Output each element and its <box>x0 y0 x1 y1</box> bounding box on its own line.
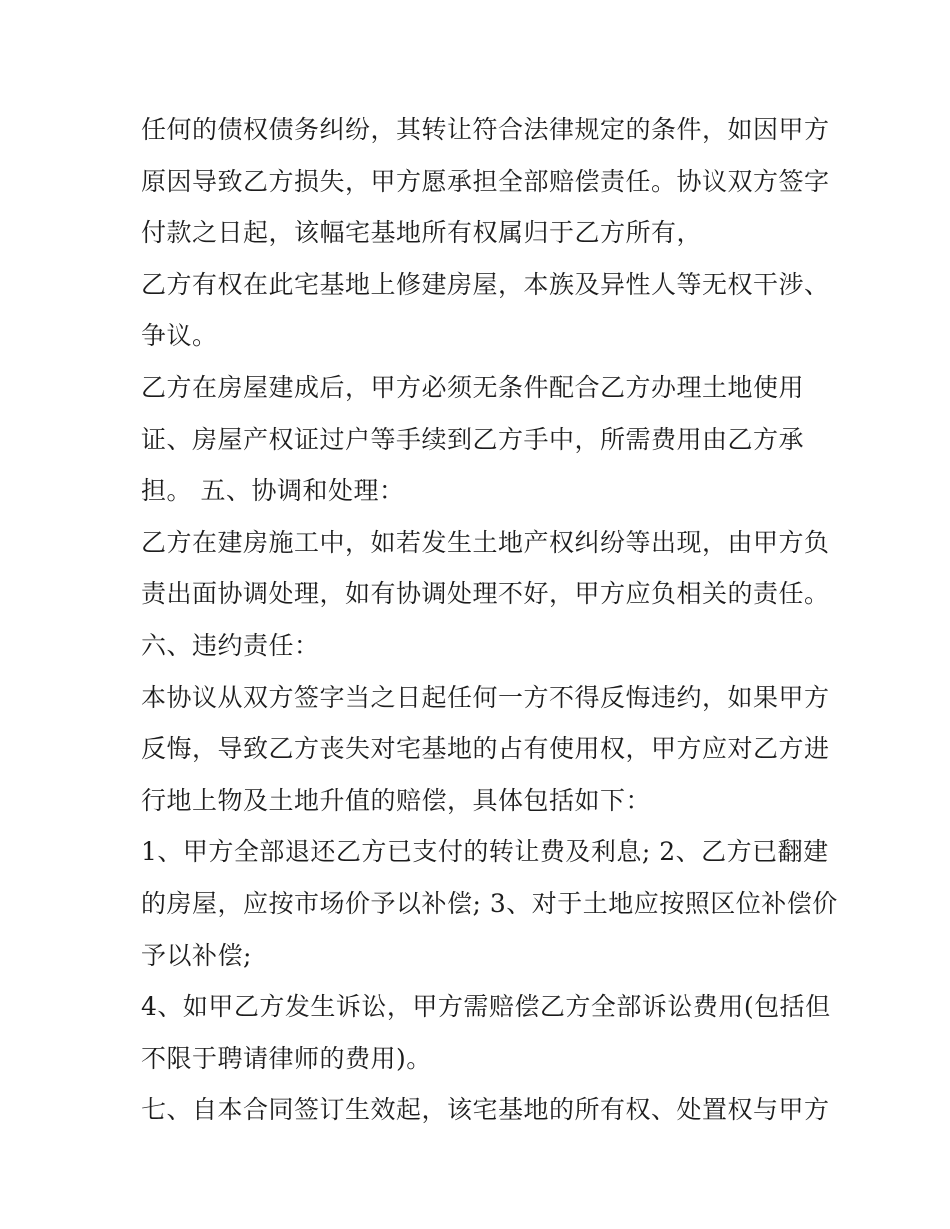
section-heading-line: 担。 五、协调和处理： <box>141 476 405 506</box>
text-line: 责出面协调处理，如有协调处理不好，甲方应负相关的责任。 <box>141 579 830 609</box>
text-line: 乙方有权在此宅基地上修建房屋，本族及异性人等无权干涉、 <box>141 269 830 299</box>
text-line: 证、房屋产权证过户等手续到乙方手中，所需费用由乙方承 <box>141 424 805 454</box>
section-heading-line: 七、自本合同签订生效起，该宅基地的所有权、处置权与甲方 <box>141 1095 830 1125</box>
text-line: 付款之日起，该幅宅基地所有权属归于乙方所有， <box>141 218 703 248</box>
text-line: 乙方在房屋建成后，甲方必须无条件配合乙方办理土地使用 <box>141 372 805 402</box>
text-line: 反悔，导致乙方丧失对宅基地的占有使用权，甲方应对乙方进 <box>141 734 830 764</box>
list-item-line: 不限于聘请律师的费用)。 <box>141 1043 432 1073</box>
text-line: 乙方在建房施工中，如若发生土地产权纠纷等出现，由甲方负 <box>141 527 830 557</box>
list-item-line: 的房屋，应按市场价予以补偿; 3、对于土地应按照区位补偿价 <box>141 888 838 918</box>
list-item-line: 1、甲方全部退还乙方已支付的转让费及利息; 2、乙方已翻建 <box>141 837 829 867</box>
document-body <box>141 104 838 1136</box>
list-item-line: 予以补偿; <box>141 940 252 970</box>
text-line: 任何的债权债务纠纷，其转让符合法律规定的条件，如因甲方 <box>141 115 830 144</box>
text-line: 争议。 <box>141 321 218 351</box>
text-line: 本协议从双方签字当之日起任何一方不得反悔违约，如果甲方 <box>141 682 830 712</box>
text-line: 行地上物及土地升值的赔偿，具体包括如下： <box>141 785 652 815</box>
text-line: 原因导致乙方损失，甲方愿承担全部赔偿责任。协议双方签字 <box>141 166 830 196</box>
section-heading: 六、违约责任： <box>141 630 320 660</box>
list-item-line: 4、如甲乙方发生诉讼，甲方需赔偿乙方全部诉讼费用(包括但 <box>141 992 831 1022</box>
